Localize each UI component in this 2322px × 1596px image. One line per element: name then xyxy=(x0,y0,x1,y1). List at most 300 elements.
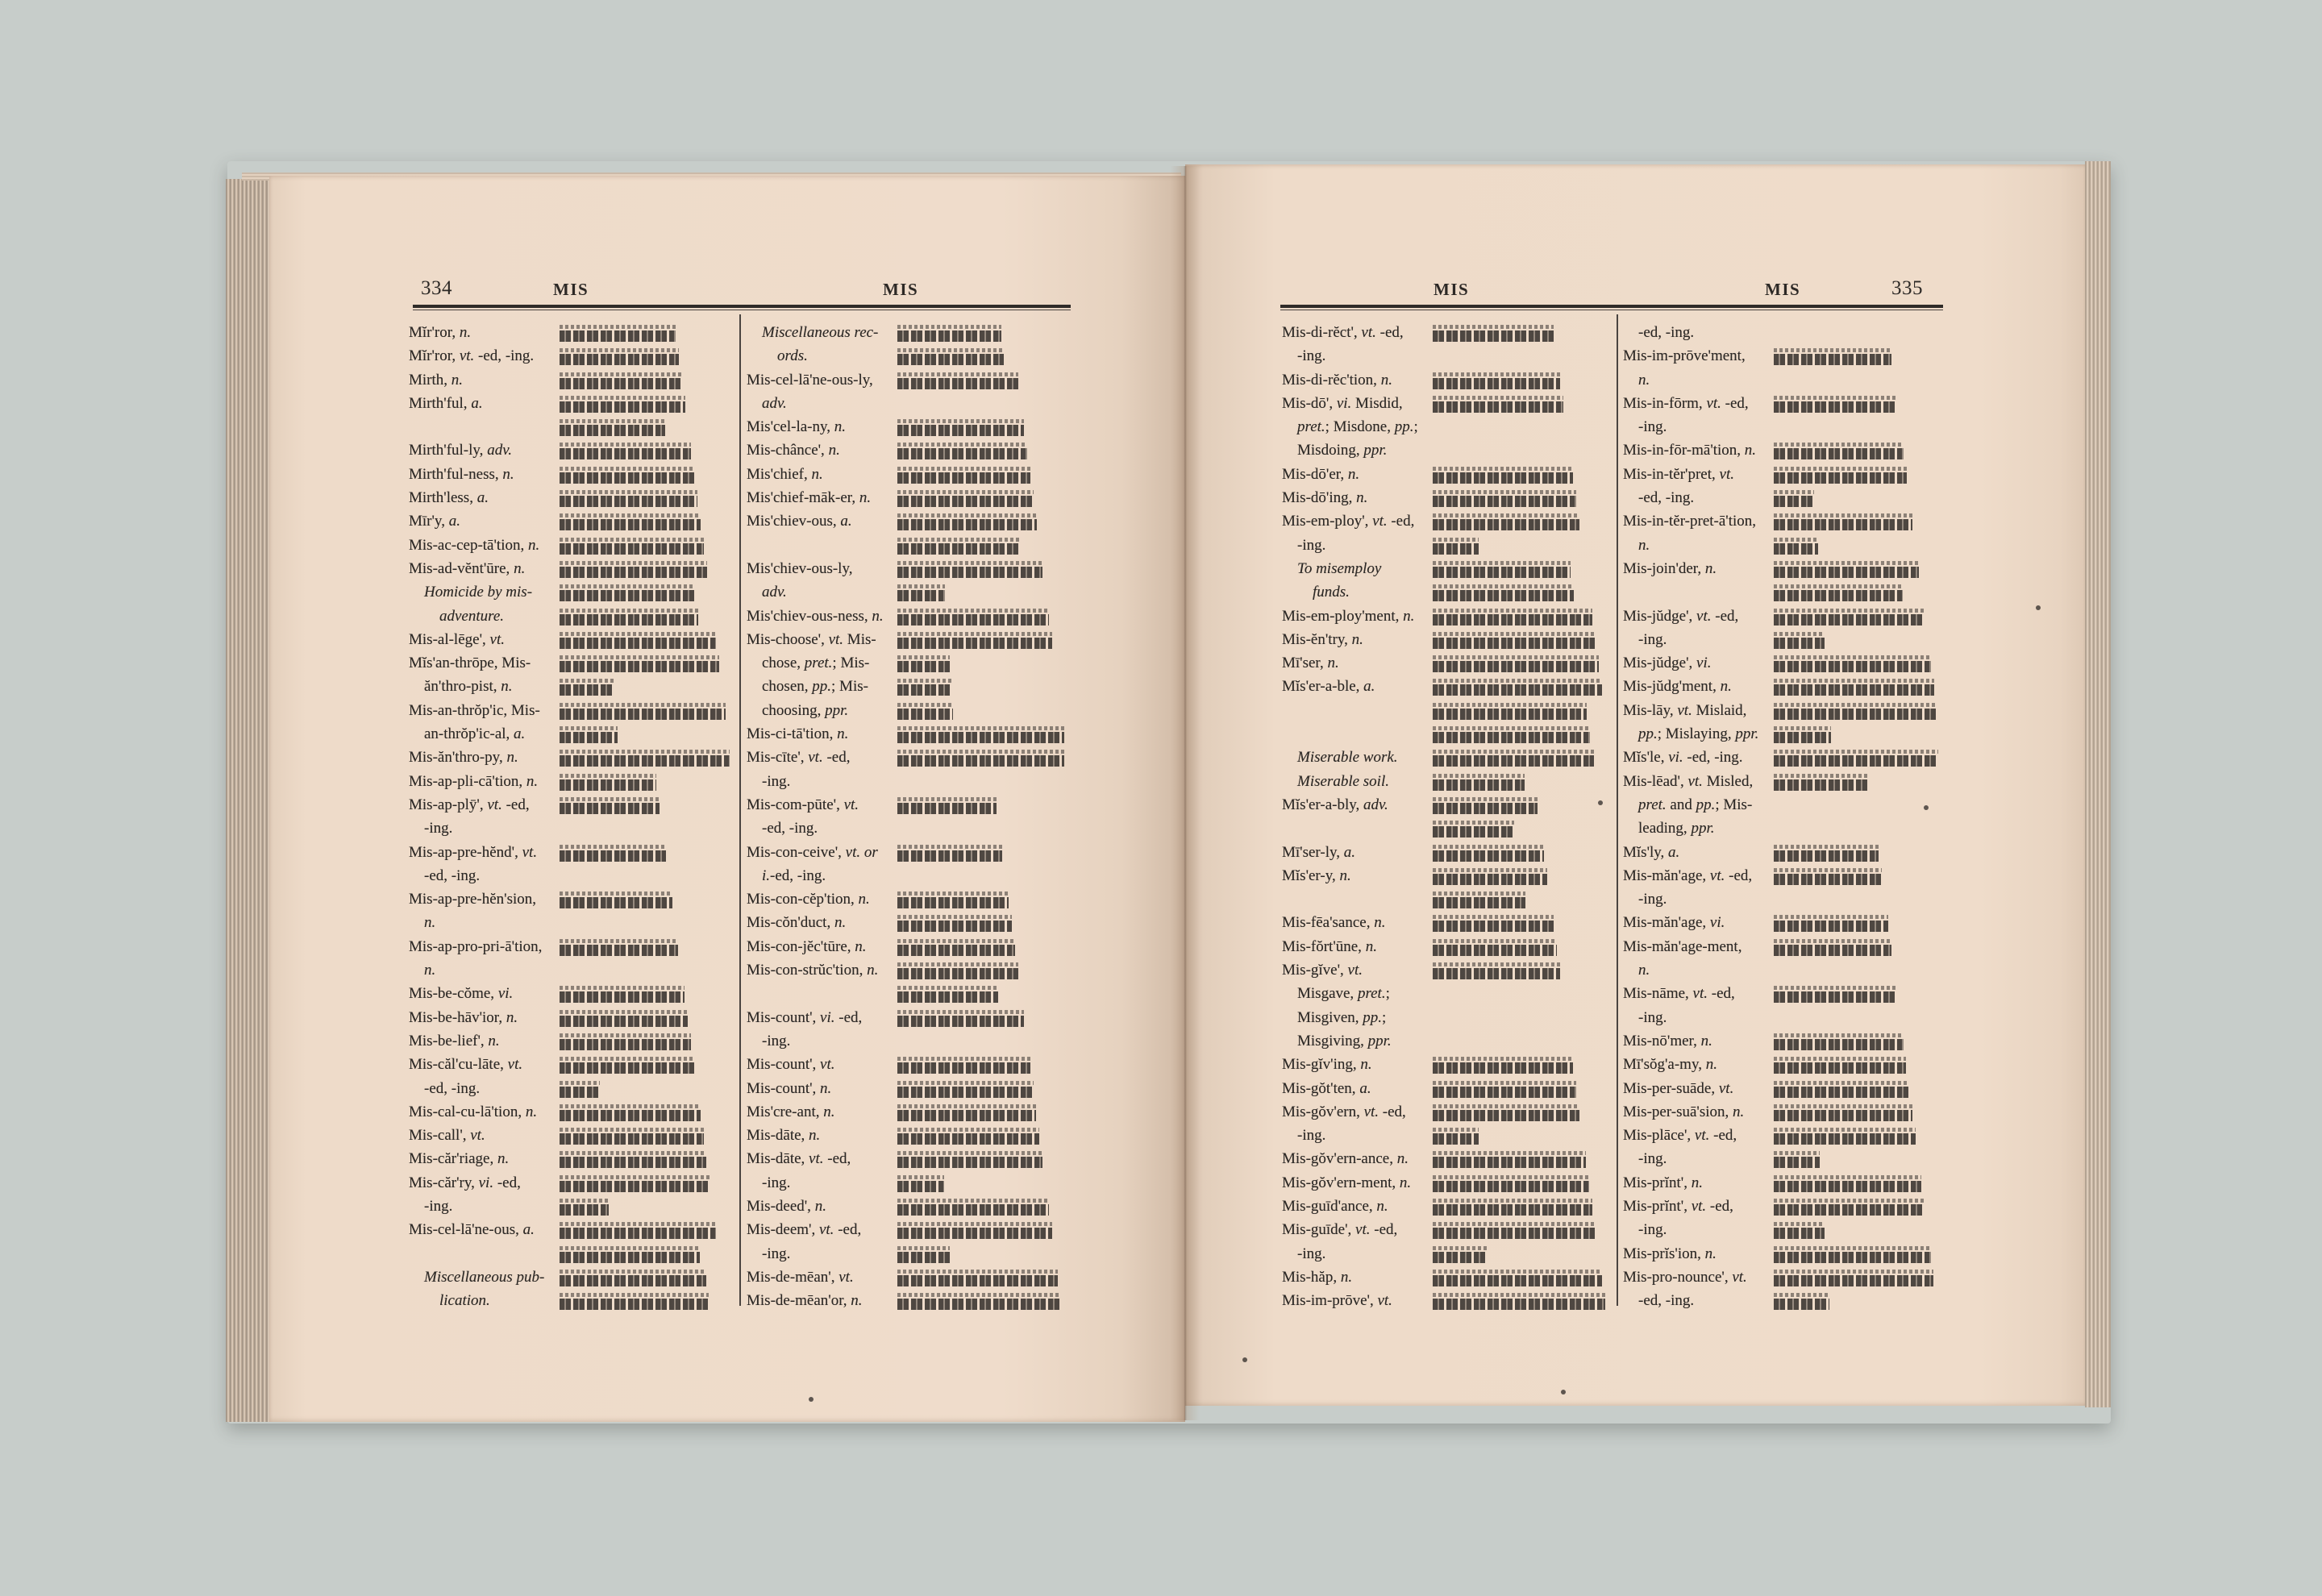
entry-text: Mis-gĭve', vt. xyxy=(1282,962,1363,979)
entry-text: Mis-lāy, vt. Mislaid, xyxy=(1623,701,1747,719)
entry-text: -ing. xyxy=(1638,630,1667,648)
entry-line xyxy=(1282,1171,1612,1195)
entry-line xyxy=(747,841,1069,864)
example-line xyxy=(409,580,734,604)
entry-text: Mis-ap-plȳ', vt. -ed, xyxy=(409,796,530,813)
japanese-gloss xyxy=(897,348,1004,365)
japanese-gloss xyxy=(1774,750,1938,767)
entry-line xyxy=(747,1242,1069,1266)
entry-text: -ed, -ing. xyxy=(1638,324,1695,341)
entry-line xyxy=(747,368,1069,392)
entry-line xyxy=(1282,415,1612,438)
japanese-gloss xyxy=(1433,1246,1488,1263)
entry-line xyxy=(1623,1242,1943,1266)
japanese-gloss xyxy=(897,679,951,696)
entry-line xyxy=(747,770,1069,793)
entry-text: Mirth, n. xyxy=(409,371,464,389)
entry-line xyxy=(747,887,1069,911)
japanese-gloss xyxy=(1774,348,1891,365)
entry-text: funds. xyxy=(1313,584,1350,601)
entry-text: Mis-in-tĕr'pret, vt. xyxy=(1623,465,1734,483)
entry-text: Mĭs'er-a-ble, a. xyxy=(1282,678,1375,696)
entry-line xyxy=(409,344,734,368)
entry-text: -ed, -ing. xyxy=(1638,489,1695,507)
entry-line xyxy=(1282,958,1612,982)
japanese-gloss xyxy=(897,1057,1030,1074)
japanese-gloss xyxy=(560,1057,694,1074)
ink-speck xyxy=(1242,1357,1247,1362)
page-stack-left-edge xyxy=(226,179,273,1422)
entry-text: Mis-im-prōve', vt. xyxy=(1282,1292,1392,1310)
japanese-gloss xyxy=(897,584,945,601)
entry-text: Mis-jŭdge', vt. -ed, xyxy=(1623,607,1739,625)
japanese-gloss xyxy=(1774,1151,1820,1168)
entry-line xyxy=(1623,580,1943,604)
entry-text: -ed, -ing. xyxy=(424,867,481,884)
japanese-gloss xyxy=(897,1293,1061,1310)
entry-line xyxy=(1623,1077,1943,1100)
entry-line xyxy=(747,1266,1069,1289)
entry-text: Mis-jŭdge', vi. xyxy=(1623,655,1712,672)
entry-text: Mis-jŭdg'ment, n. xyxy=(1623,678,1732,696)
japanese-gloss xyxy=(560,561,707,578)
example-line xyxy=(1282,557,1612,580)
entry-line xyxy=(1623,321,1943,344)
entry-text: Mīr'y, a. xyxy=(409,513,460,530)
japanese-gloss xyxy=(1433,774,1525,791)
example-line xyxy=(1282,770,1612,793)
japanese-gloss xyxy=(897,655,950,672)
entry-text: -ing. xyxy=(762,772,791,790)
entry-line xyxy=(1623,699,1943,722)
ink-speck xyxy=(809,1397,814,1402)
entry-text: Mis-con-cĕp'tion, n. xyxy=(747,891,870,908)
japanese-gloss xyxy=(560,703,726,720)
entry-line xyxy=(1623,392,1943,415)
entry-line xyxy=(1282,534,1612,557)
entry-text: Mis-count', vt. xyxy=(747,1056,835,1074)
entry-line xyxy=(1282,1006,1612,1029)
entry-text: Mī'sŏg'a-my, n. xyxy=(1623,1056,1717,1074)
japanese-gloss xyxy=(560,845,666,862)
japanese-gloss xyxy=(560,632,716,649)
entry-line xyxy=(747,651,1069,675)
japanese-gloss xyxy=(1774,561,1919,578)
entry-line xyxy=(747,463,1069,486)
entry-text: Mis-fēa'sance, n. xyxy=(1282,914,1386,932)
entry-line xyxy=(1282,509,1612,533)
entry-line xyxy=(747,438,1069,462)
japanese-gloss xyxy=(1774,1199,1925,1216)
entry-text: Mis-call', vt. xyxy=(409,1127,485,1145)
japanese-gloss xyxy=(897,1270,1058,1286)
japanese-gloss xyxy=(897,1128,1039,1145)
entry-line xyxy=(1623,605,1943,628)
entry-line xyxy=(1282,841,1612,864)
entry-text: Mis-con-ceive', vt. or xyxy=(747,843,878,861)
entry-text: Mis-deed', n. xyxy=(747,1197,826,1215)
entry-text: Mis-di-rĕct', vt. -ed, xyxy=(1282,324,1404,341)
japanese-gloss xyxy=(897,1081,1034,1098)
entry-line xyxy=(409,1100,734,1124)
japanese-gloss xyxy=(897,443,1027,459)
japanese-gloss xyxy=(1433,1151,1586,1168)
ink-speck xyxy=(2036,605,2041,610)
entry-text: Mis-ăn'thro-py, n. xyxy=(409,749,518,767)
entry-text: Mis-dāte, vt. -ed, xyxy=(747,1150,851,1168)
entry-text: Mis-cīte', vt. -ed, xyxy=(747,749,851,767)
book-gutter xyxy=(1171,166,1200,1420)
japanese-gloss xyxy=(1774,396,1897,413)
entry-text: Mis-prĭs'ion, n. xyxy=(1623,1245,1717,1262)
entry-line xyxy=(747,699,1069,722)
header-rule-right xyxy=(1280,305,1943,308)
entry-line xyxy=(1282,1242,1612,1266)
entry-text: Mis-an-thrŏp'ic, Mis- xyxy=(409,701,540,719)
japanese-gloss xyxy=(897,538,1019,555)
entry-line xyxy=(747,557,1069,580)
entry-text: -ing. xyxy=(1297,347,1326,365)
entry-text: -ed, -ing. xyxy=(424,1079,481,1097)
japanese-gloss xyxy=(560,1104,701,1121)
japanese-gloss xyxy=(1774,774,1870,791)
example-line xyxy=(409,1266,734,1289)
entry-text: Misgiven, pp.; xyxy=(1297,1008,1387,1026)
entry-line xyxy=(1282,392,1612,415)
entry-text: -ing. xyxy=(1638,1221,1667,1239)
japanese-gloss xyxy=(1774,986,1897,1003)
left-page-column-2 xyxy=(747,321,1069,1312)
entry-text: Mis-chânce', n. xyxy=(747,442,840,459)
japanese-gloss xyxy=(560,1222,716,1239)
japanese-gloss xyxy=(1433,1081,1576,1098)
entry-text: Miscellaneous rec- xyxy=(762,324,879,341)
entry-line xyxy=(1623,1289,1943,1312)
page-number-right: 335 xyxy=(1891,277,1923,299)
japanese-gloss xyxy=(1774,655,1931,672)
entry-line xyxy=(1282,817,1612,840)
entry-text: -ing. xyxy=(762,1032,791,1049)
entry-line xyxy=(1623,958,1943,982)
entry-text: n. xyxy=(1638,371,1650,389)
entry-text: Mis-in-tĕr-pret-ā'tion, xyxy=(1623,513,1757,530)
entry-line xyxy=(747,628,1069,651)
entry-text: Mis-măn'age, vt. -ed, xyxy=(1623,867,1753,884)
japanese-gloss xyxy=(1433,325,1554,342)
entry-line xyxy=(1623,534,1943,557)
example-line xyxy=(1282,746,1612,769)
entry-text: an-thrŏp'ic-al, a. xyxy=(424,725,526,743)
entry-line xyxy=(409,1242,734,1266)
japanese-gloss xyxy=(897,1175,944,1192)
japanese-gloss xyxy=(1774,632,1825,649)
entry-line xyxy=(409,628,734,651)
japanese-gloss xyxy=(560,443,691,459)
entry-line xyxy=(1282,793,1612,817)
entry-line xyxy=(1623,1218,1943,1241)
entry-line xyxy=(409,1124,734,1147)
entry-line xyxy=(409,1029,734,1053)
entry-text: Mis-plāce', vt. -ed, xyxy=(1623,1127,1737,1145)
entry-line xyxy=(747,793,1069,817)
entry-line xyxy=(1623,1006,1943,1029)
entry-line xyxy=(1623,746,1943,769)
japanese-gloss xyxy=(897,1151,1042,1168)
entry-text: Misdoing, ppr. xyxy=(1297,442,1388,459)
entry-text: Homicide by mis- xyxy=(424,584,533,601)
japanese-gloss xyxy=(1433,797,1538,814)
japanese-gloss xyxy=(1433,1057,1573,1074)
entry-text: Mĭs'le, vi. -ed, -ing. xyxy=(1623,749,1743,767)
japanese-gloss xyxy=(1774,679,1934,696)
entry-line xyxy=(409,651,734,675)
entry-text: Mis-cal-cu-lā'tion, n. xyxy=(409,1103,538,1120)
japanese-gloss xyxy=(1433,513,1579,530)
entry-line xyxy=(1623,1147,1943,1170)
entry-line xyxy=(747,1006,1069,1029)
japanese-gloss xyxy=(1774,1270,1933,1286)
ink-speck xyxy=(1561,1390,1566,1394)
entry-line xyxy=(409,982,734,1005)
entry-line xyxy=(747,675,1069,698)
japanese-gloss xyxy=(1774,939,1891,956)
japanese-gloss xyxy=(560,584,695,601)
japanese-gloss xyxy=(560,797,660,814)
entry-text: -ing. xyxy=(762,1245,791,1262)
entry-line xyxy=(1623,557,1943,580)
entry-text: Mis'cel-la-ny, n. xyxy=(747,418,847,436)
entry-text: Mis-ac-cep-tā'tion, n. xyxy=(409,536,540,554)
japanese-gloss xyxy=(1774,513,1912,530)
entry-text: Mis-guīde', vt. -ed, xyxy=(1282,1221,1398,1239)
japanese-gloss xyxy=(1433,609,1592,626)
japanese-gloss xyxy=(1433,1270,1602,1286)
entry-line xyxy=(409,793,734,817)
entry-text: pret. and pp.; Mis- xyxy=(1638,796,1753,813)
japanese-gloss xyxy=(560,490,697,507)
japanese-gloss xyxy=(1433,1175,1589,1192)
entry-text: adv. xyxy=(762,584,787,601)
entry-line xyxy=(1623,1124,1943,1147)
entry-line xyxy=(1623,368,1943,392)
entry-line xyxy=(747,509,1069,533)
entry-text: Mis-con-jĕc'tūre, n. xyxy=(747,937,867,955)
entry-text: -ing. xyxy=(1638,891,1667,908)
japanese-gloss xyxy=(1774,726,1831,743)
entry-text: Mis-join'der, n. xyxy=(1623,559,1717,577)
japanese-gloss xyxy=(560,419,665,436)
running-head-right-2: MIS xyxy=(1765,280,1801,299)
entry-text: Mī'ser-ly, a. xyxy=(1282,843,1355,861)
entry-text: Mis-gŏv'ern-ment, n. xyxy=(1282,1174,1412,1191)
entry-line xyxy=(409,415,734,438)
japanese-gloss xyxy=(1774,1175,1921,1192)
japanese-gloss xyxy=(1774,1222,1825,1239)
japanese-gloss xyxy=(560,1010,688,1027)
japanese-gloss xyxy=(897,609,1049,626)
japanese-gloss xyxy=(560,892,672,908)
entry-text: Mis-dō'er, n. xyxy=(1282,465,1360,483)
japanese-gloss xyxy=(1433,750,1594,767)
entry-line xyxy=(1282,321,1612,344)
entry-text: Mis-be-lief', n. xyxy=(409,1032,500,1049)
japanese-gloss xyxy=(1774,1033,1904,1050)
japanese-gloss xyxy=(1433,703,1587,720)
japanese-gloss xyxy=(1774,703,1937,720)
japanese-gloss xyxy=(897,1222,1052,1239)
entry-text: Mis-pro-nounce', vt. xyxy=(1623,1268,1747,1286)
entry-line xyxy=(409,722,734,746)
japanese-gloss xyxy=(1433,845,1544,862)
entry-text: Mis-di-rĕc'tion, n. xyxy=(1282,371,1392,389)
entry-line xyxy=(409,1171,734,1195)
entry-line xyxy=(1623,817,1943,840)
entry-text: Mis-de-mēan', vt. xyxy=(747,1268,854,1286)
entry-line xyxy=(1623,793,1943,817)
japanese-gloss xyxy=(1774,467,1907,484)
entry-line xyxy=(1623,675,1943,698)
japanese-gloss xyxy=(560,1293,709,1310)
japanese-gloss xyxy=(1774,609,1925,626)
entry-text: Mis-căl'cu-lāte, vt. xyxy=(409,1056,523,1074)
japanese-gloss xyxy=(1433,1222,1596,1239)
entry-line xyxy=(409,911,734,934)
entry-text: chose, pret.; Mis- xyxy=(762,655,870,672)
entry-line xyxy=(409,1195,734,1218)
japanese-gloss xyxy=(1433,396,1563,413)
entry-line xyxy=(409,1006,734,1029)
entry-line xyxy=(747,935,1069,958)
japanese-gloss xyxy=(897,1199,1049,1216)
entry-line xyxy=(1282,1029,1612,1053)
entry-text: Mis-căr'riage, n. xyxy=(409,1150,510,1168)
entry-line xyxy=(1623,438,1943,462)
entry-line xyxy=(1282,935,1612,958)
entry-line xyxy=(747,1100,1069,1124)
japanese-gloss xyxy=(1774,845,1879,862)
running-head-left-2: MIS xyxy=(883,280,919,299)
entry-text: Mis-deem', vt. -ed, xyxy=(747,1221,862,1239)
entry-text: Mis-al-lēge', vt. xyxy=(409,630,505,648)
japanese-gloss xyxy=(897,986,998,1003)
japanese-gloss xyxy=(1433,490,1576,507)
entry-text: Miserable soil. xyxy=(1297,772,1389,790)
japanese-gloss xyxy=(1433,538,1479,555)
entry-line xyxy=(747,1124,1069,1147)
entry-line xyxy=(409,699,734,722)
left-page-column-1 xyxy=(409,321,734,1312)
entry-text: -ing. xyxy=(1638,1150,1667,1168)
entry-text: -ing. xyxy=(1297,1245,1326,1262)
entry-line xyxy=(1282,1100,1612,1124)
entry-text: Mis-be-hāv'ior, n. xyxy=(409,1008,518,1026)
entry-text: Mis-ap-pre-hĕn'sion, xyxy=(409,891,537,908)
entry-text: Mirth'ful-ness, n. xyxy=(409,465,514,483)
japanese-gloss xyxy=(897,1010,1024,1027)
entry-line xyxy=(409,770,734,793)
entry-line xyxy=(1282,911,1612,934)
entry-text: Mis-com-pūte', vt. xyxy=(747,796,859,813)
column-divider-left xyxy=(739,314,741,1306)
entry-line xyxy=(1282,1195,1612,1218)
japanese-gloss xyxy=(1774,1081,1909,1098)
japanese-gloss xyxy=(897,467,1030,484)
entry-line xyxy=(747,958,1069,982)
right-page-column-2 xyxy=(1623,321,1943,1312)
entry-text: Mis-cel-lā'ne-ous-ly, xyxy=(747,371,873,389)
entry-line xyxy=(1623,1029,1943,1053)
japanese-gloss xyxy=(1433,1104,1579,1121)
entry-text: Mis-ĕn'try, n. xyxy=(1282,630,1363,648)
entry-line xyxy=(1282,368,1612,392)
japanese-gloss xyxy=(897,1104,1036,1121)
entry-line xyxy=(1623,841,1943,864)
entry-line xyxy=(1282,864,1612,887)
entry-line xyxy=(1282,438,1612,462)
entry-text: Mis-dō'ing, n. xyxy=(1282,489,1368,507)
entry-text: To misemploy xyxy=(1297,559,1382,577)
entry-line xyxy=(409,557,734,580)
japanese-gloss xyxy=(1433,1128,1479,1145)
entry-line xyxy=(1623,1195,1943,1218)
japanese-gloss xyxy=(1433,962,1560,979)
entry-line xyxy=(409,321,734,344)
entry-line xyxy=(747,1195,1069,1218)
japanese-gloss xyxy=(897,726,1064,743)
japanese-gloss xyxy=(1433,679,1602,696)
entry-line xyxy=(1282,1218,1612,1241)
japanese-gloss xyxy=(1433,915,1554,932)
entry-text: Mis-măn'age, vi. xyxy=(1623,914,1725,932)
entry-line xyxy=(409,368,734,392)
japanese-gloss xyxy=(1774,1246,1931,1263)
entry-text: n. xyxy=(424,962,436,979)
entry-line xyxy=(747,982,1069,1005)
entry-text: Mis-per-suāde, vt. xyxy=(1623,1079,1734,1097)
example-line xyxy=(409,605,734,628)
entry-text: lication. xyxy=(439,1292,490,1310)
japanese-gloss xyxy=(897,1246,950,1263)
entry-text: choosing, ppr. xyxy=(762,701,849,719)
entry-text: -ing. xyxy=(1297,536,1326,554)
page-number-left: 334 xyxy=(421,277,452,299)
entry-line xyxy=(1623,415,1943,438)
ink-speck xyxy=(1924,805,1929,810)
entry-line xyxy=(1282,651,1612,675)
entry-text: -ing. xyxy=(1297,1127,1326,1145)
entry-text: Mĭs'an-thrōpe, Mis- xyxy=(409,655,531,672)
example-line xyxy=(409,1289,734,1312)
entry-line xyxy=(409,486,734,509)
entry-line xyxy=(409,509,734,533)
entry-text: Mirth'ful, a. xyxy=(409,394,483,412)
japanese-gloss xyxy=(560,609,698,626)
entry-text: Mis-im-prōve'ment, xyxy=(1623,347,1746,365)
entry-line xyxy=(747,1147,1069,1170)
entry-line xyxy=(1282,982,1612,1005)
entry-text: adv. xyxy=(762,394,787,412)
entry-text: Mis-gĭv'ing, n. xyxy=(1282,1056,1372,1074)
entry-line xyxy=(747,746,1069,769)
japanese-gloss xyxy=(560,1175,710,1192)
entry-line xyxy=(747,415,1069,438)
entry-line xyxy=(1623,911,1943,934)
japanese-gloss xyxy=(560,1033,691,1050)
japanese-gloss xyxy=(560,1199,609,1216)
japanese-gloss xyxy=(1433,655,1599,672)
japanese-gloss xyxy=(897,372,1018,389)
japanese-gloss xyxy=(897,797,997,814)
